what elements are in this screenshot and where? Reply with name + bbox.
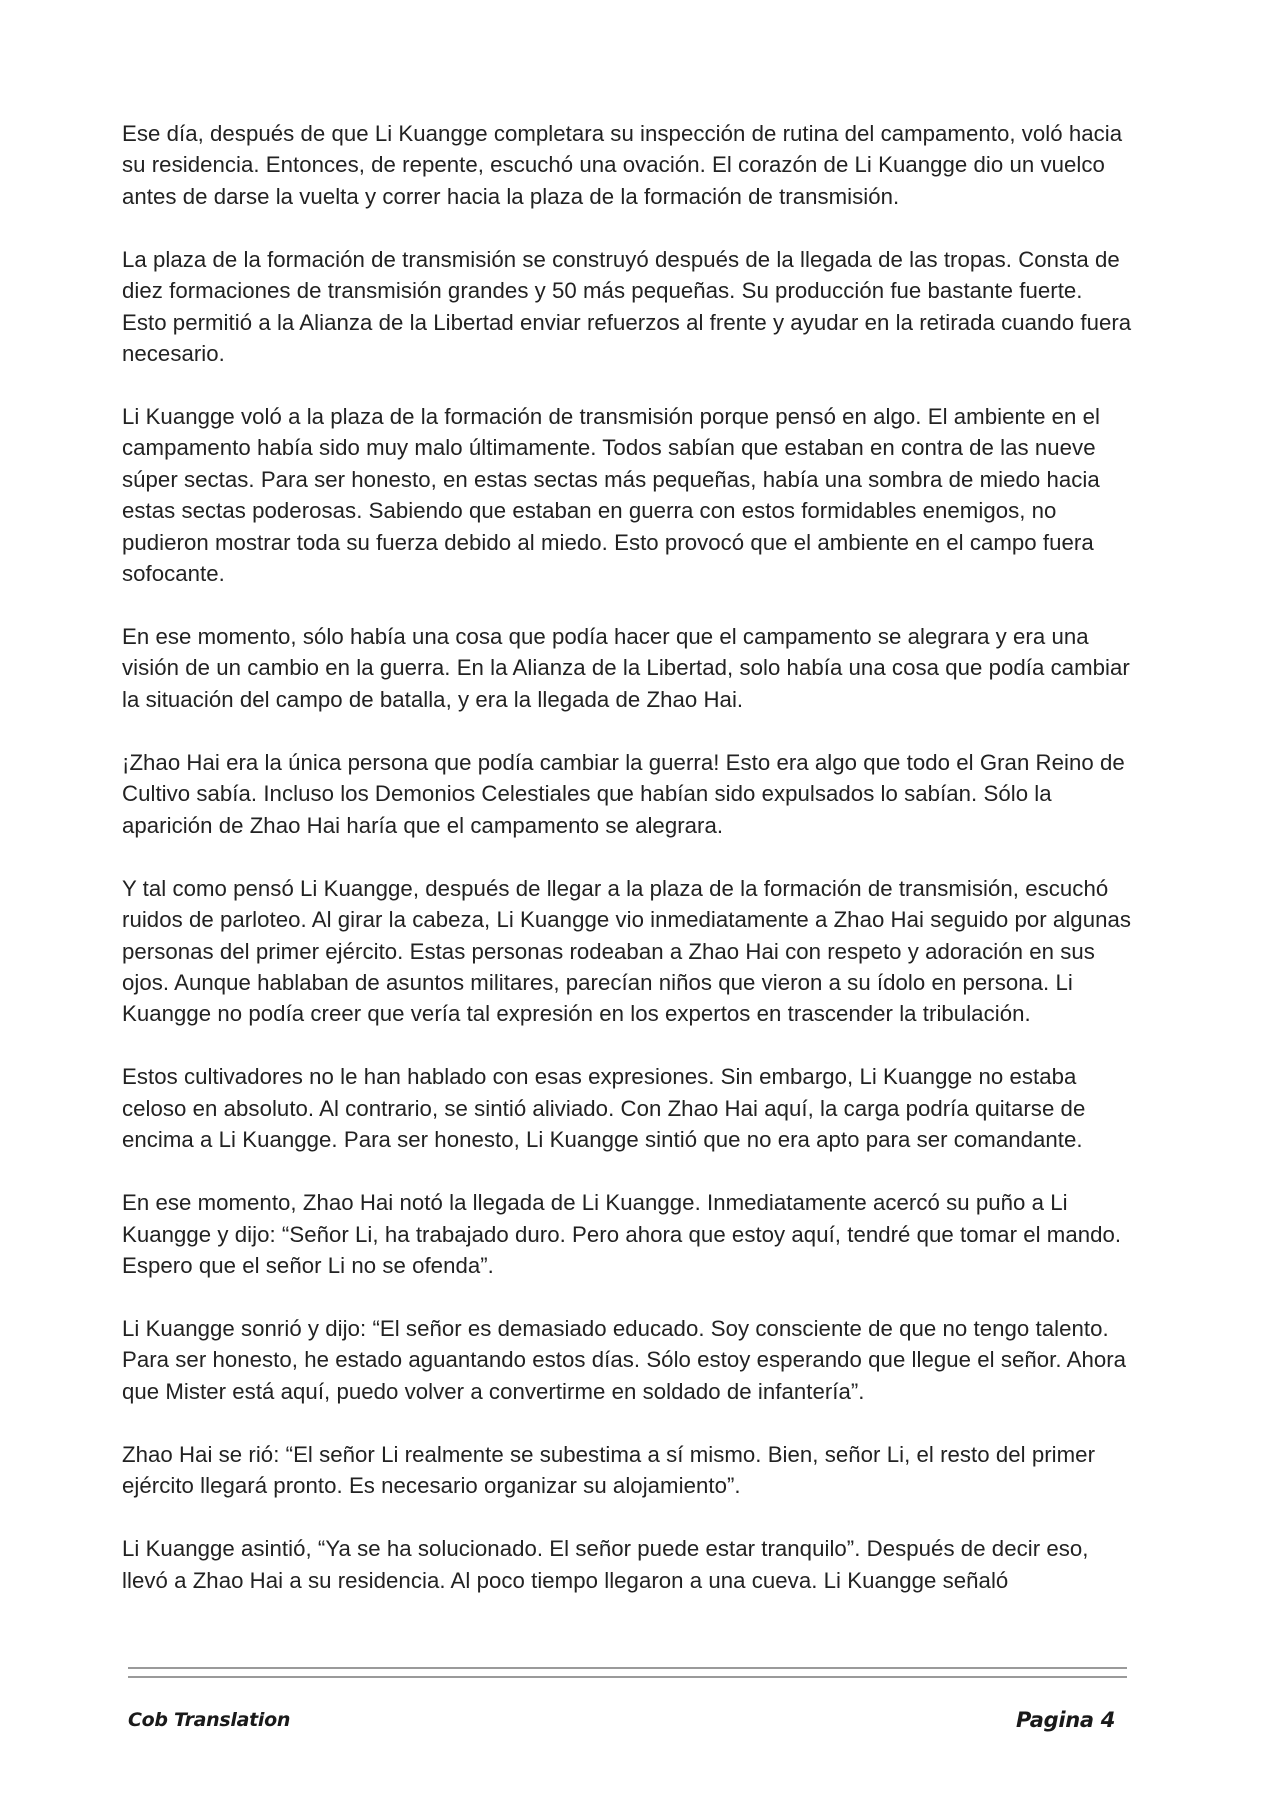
- paragraph: Y tal como pensó Li Kuangge, después de llegar a la plaza de la formación de transmisión, escuchó ruidos de parloteo. Al girar la cabeza, Li Kuangge vio inmediatamente a Zhao Hai seguido por algunas personas del primer ejército. Estas personas rodeaban a Zhao Hai con respeto y adoración en sus ojos. Aunque hablaban de asuntos militares, parecían niños que vieron a su ídolo en persona. Li Kuangge no podía creer que vería tal expresión en los expertos en trascender la tribulación.: [122, 875, 1132, 1027]
- paragraph: Ese día, después de que Li Kuangge completara su inspección de rutina del campamento, voló hacia su residencia. Entonces, de repente, escuchó una ovación. El corazón de Li Kuangge dio un vuelco antes de darse la vuelta y correr hacia la plaza de la formación de transmisión.: [122, 121, 1123, 209]
- footer-divider-bottom: [128, 1676, 1127, 1678]
- paragraph: La plaza de la formación de transmisión se construyó después de la llegada de las tropas. Consta de diez formaciones de transmisión grandes y 50 más pequeñas. Su producción fue bastante fuerte. Esto permitió a la Alianza de la Libertad enviar refuerzos al frente y ayudar en la retirada cuando fuera necesario.: [122, 246, 1132, 367]
- footer-translator-credit: Cob Translation: [128, 1709, 291, 1731]
- paragraph: Li Kuangge asintió, “Ya se ha solucionado. El señor puede estar tranquilo”. Después de decir eso, llevó a Zhao Hai a su residencia. Al poco tiempo llegaron a una cueva. Li Kuangge señaló: [122, 1536, 1089, 1593]
- footer-divider-top: [128, 1667, 1127, 1669]
- document-body: [122, 118, 1132, 1628]
- paragraph: En ese momento, Zhao Hai notó la llegada de Li Kuangge. Inmediatamente acercó su puño a Li Kuangge y dijo: “Señor Li, ha trabajado duro. Pero ahora que estoy aquí, tendré que tomar el mando. Espero que el señor Li no se ofenda”.: [122, 1190, 1122, 1278]
- paragraph: En ese momento, sólo había una cosa que podía hacer que el campamento se alegrara y era una visión de un cambio en la guerra. En la Alianza de la Libertad, solo había una cosa que podía cambiar la situación del campo de batalla, y era la llegada de Zhao Hai.: [122, 624, 1130, 712]
- paragraph: Li Kuangge sonrió y dijo: “El señor es demasiado educado. Soy consciente de que no tengo talento. Para ser honesto, he estado aguantando estos días. Sólo estoy esperando que llegue el señor. Ahora que Mister está aquí, puedo volver a convertirme en soldado de infantería”.: [122, 1315, 1127, 1404]
- paragraph: ¡Zhao Hai era la única persona que podía cambiar la guerra! Esto era algo que todo el Gran Reino de Cultivo sabía. Incluso los Demonios Celestiales que habían sido expulsados lo sabían. Sólo la aparición de Zhao Hai haría que el campamento se alegrara.: [122, 749, 1125, 838]
- footer-page-number: Pagina 4: [1016, 1708, 1116, 1732]
- paragraph: Estos cultivadores no le han hablado con esas expresiones. Sin embargo, Li Kuangge no estaba celoso en absoluto. Al contrario, se sintió aliviado. Con Zhao Hai aquí, la carga podría quitarse de encima a Li Kuangge. Para ser honesto, Li Kuangge sintió que no era apto para ser comandante.: [122, 1064, 1086, 1153]
- paragraph: Li Kuangge voló a la plaza de la formación de transmisión porque pensó en algo. El ambiente en el campamento había sido muy malo últimamente. Todos sabían que estaban en contra de las nueve súper sectas. Para ser honesto, en estas sectas más pequeñas, había una sombra de miedo hacia estas sectas poderosas. Sabiendo que estaban en guerra con estos formidables enemigos, no pudieron mostrar toda su fuerza debido al miedo. Esto provocó que el ambiente en el campo fuera sofocante.: [122, 404, 1101, 587]
- paragraph: Zhao Hai se rió: “El señor Li realmente se subestima a sí mismo. Bien, señor Li, el resto del primer ejército llegará pronto. Es necesario organizar su alojamiento”.: [122, 1441, 1096, 1499]
